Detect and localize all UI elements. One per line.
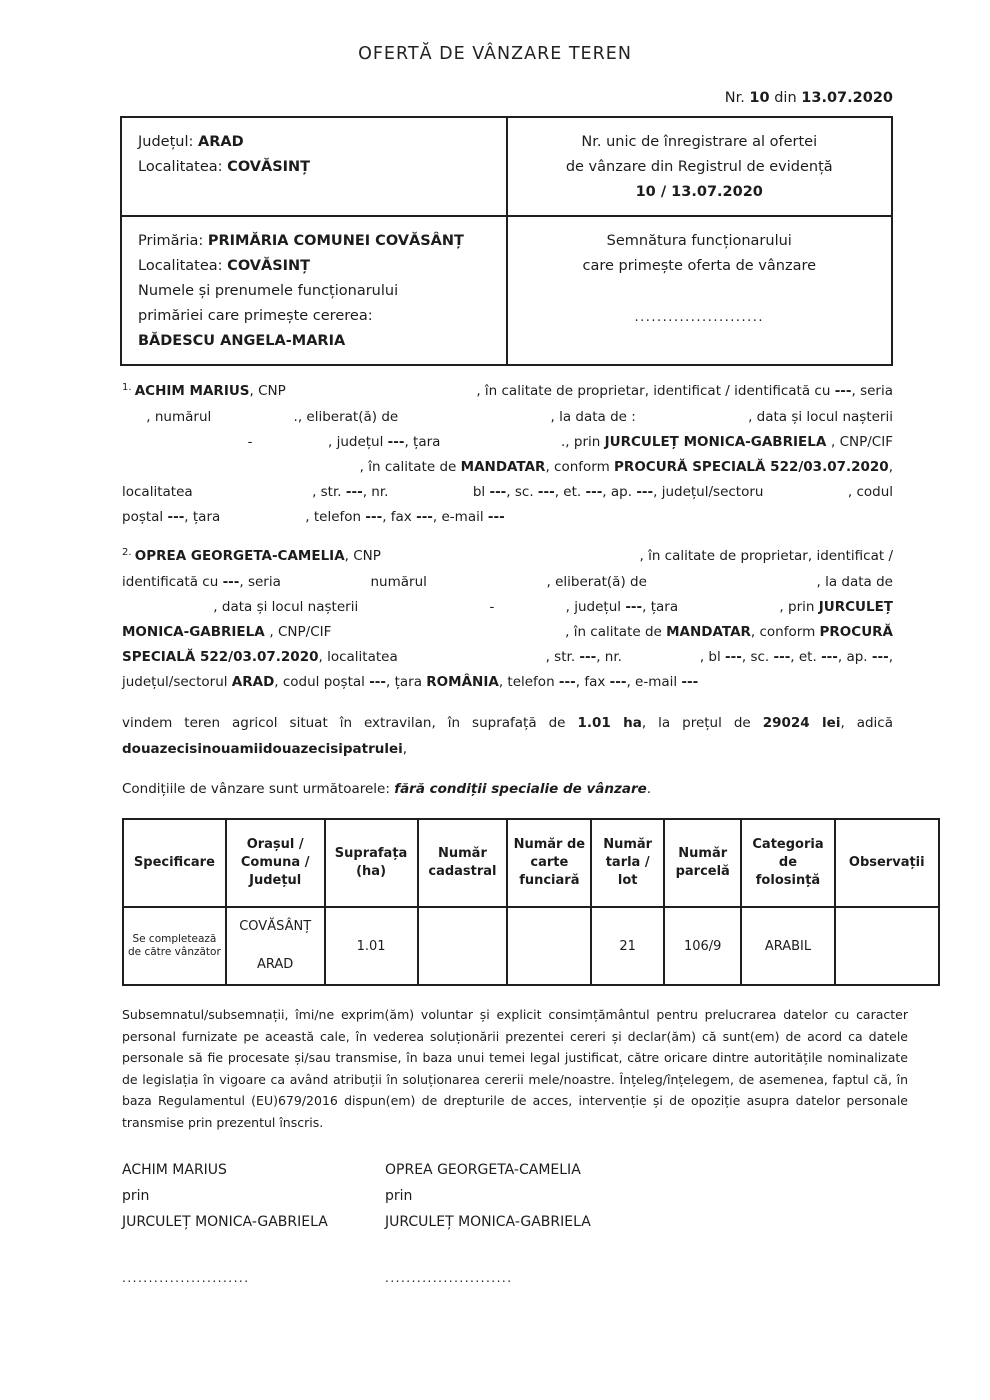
col-numar-cadastral: Număr cadastral <box>418 819 508 907</box>
cell-judet: ARAD <box>257 957 294 972</box>
party2-line2: identificată cu --- , seria numărul , eliberat(ă) de , la data de <box>122 574 893 590</box>
party2-prin: prin <box>385 1188 413 1204</box>
col-observatii: Observații <box>835 819 940 907</box>
col-suprafata: Suprafața (ha) <box>325 819 418 907</box>
registry-number-cell <box>507 117 893 216</box>
official-caption-line1: Numele și prenumele funcționarului <box>138 283 399 299</box>
signature-party2 <box>385 1157 591 1291</box>
header-info-table <box>120 116 893 366</box>
col-tarla-lot: Număr tarla / lot <box>591 819 664 907</box>
party1-line5: localitatea , str. --- , nr. bl --- , sc. --- , et. --- , ap. --- , județul/sectoru , codul <box>122 484 894 500</box>
registry-caption-line2: de vânzare din Registrul de evidență <box>565 159 833 175</box>
sale-statement <box>122 710 893 762</box>
townhall-line: Primăria: PRIMĂRIA COMUNEI COVĂSÂNȚ <box>138 233 464 249</box>
signature-caption-line2: care primește oferta de vânzare <box>582 258 817 274</box>
official-name: BĂDESCU ANGELA-MARIA <box>138 333 346 349</box>
cell-carte-funciara <box>507 907 591 985</box>
cell-suprafata: 1.01 <box>325 907 418 985</box>
county-line: Județul: ARAD <box>138 134 244 150</box>
party1-name: ACHIM MARIUS <box>122 1162 227 1178</box>
party1-line2: , numărul ., eliberat(ă) de , la data de : , data și locul nașterii <box>146 409 893 425</box>
party2-line5: SPECIALĂ 522/03.07.2020 , localitatea , str. --- , nr. , bl --- , sc. --- , et. --- , ap. --- , <box>122 649 893 665</box>
cell-oras: COVĂSÂNȚ <box>239 919 312 934</box>
land-parcels-table <box>122 818 940 986</box>
col-carte-funciara: Număr de carte funciară <box>507 819 591 907</box>
party2-representative: JURCULEȚ MONICA-GABRIELA <box>385 1214 591 1230</box>
gdpr-consent-paragraph: Subsemnatul/subsemnații, îmi/ne exprim(ăm) voluntar și explicit consimțământul pentru prelucrarea datelor cu caracter personal furnizate pe această cale, în vederea soluționării prezentei cereri și declar(ăm) că sunt(em) de acord ca datele personale să fie procesate și/sau transmise, în baza unui temei legal justificat, către oricare dintre autoritățile nominalizate de legislația în vigoare ca având atribuții în soluționarea cererii mele/noastre. Înțeleg/înțelegem, de asemenea, faptul că, în baza Regulamentul (EU)679/2016 dispun(em) de drepturile de acces, intervenție și de opoziție asupra datelor personale transmise prin prezentul înscris. <box>122 1007 908 1130</box>
col-specificare: Specificare <box>123 819 226 907</box>
cell-cadastral <box>418 907 508 985</box>
cell-oras-judet <box>226 907 325 985</box>
land-table-header-row <box>123 819 939 907</box>
cell-specificare: Se completează de către vânzător <box>123 907 226 985</box>
party1-paragraph <box>122 379 893 530</box>
party2-name: OPREA GEORGETA-CAMELIA <box>385 1162 581 1178</box>
sale-line1: vindem teren agricol situat în extravilan, în suprafață de 1.01 ha, la prețul de 29024 lei, adică <box>122 715 894 731</box>
official-signature-cell <box>507 216 893 365</box>
col-parcela: Număr parcelă <box>664 819 742 907</box>
registration-number: Nr. 10 din 13.07.2020 <box>724 90 893 106</box>
party2-line3: , data și locul nașterii - , județul --- , țara , prin JURCULEȚ <box>213 599 894 615</box>
party2-line1: 2. OPREA GEORGETA-CAMELIA , CNP , în calitate de proprietar, identificat / <box>122 547 893 564</box>
cell-parcela: 106/9 <box>664 907 742 985</box>
party2-signature-dots: ........................ <box>385 1271 513 1285</box>
land-table-data-row <box>123 907 939 985</box>
party1-line1: 1. ACHIM MARIUS , CNP , în calitate de proprietar, identificat / identificată cu --- , seria <box>122 382 893 399</box>
sale-line2: douazecisinouamiidouazecisipatrulei, <box>122 741 408 757</box>
townhall-locality-line: Localitatea: COVĂSINȚ <box>138 258 311 274</box>
party1-representative: JURCULEȚ MONICA-GABRIELA <box>122 1214 328 1230</box>
col-oras-comuna-judet: Orașul / Comuna / Județul <box>226 819 325 907</box>
party1-prin: prin <box>122 1188 150 1204</box>
party2-paragraph <box>122 544 893 695</box>
cell-categoria: ARABIL <box>741 907 834 985</box>
col-categoria: Categoria de folosință <box>741 819 834 907</box>
registry-number-value: 10 / 13.07.2020 <box>635 184 763 200</box>
document-title: OFERTĂ DE VÂNZARE TEREN <box>358 44 632 64</box>
cell-tarla: 21 <box>591 907 664 985</box>
party1-signature-dots: ........................ <box>122 1271 250 1285</box>
party1-line6: poștal ---, țara , telefon ---, fax ---, e-mail --- <box>122 509 505 525</box>
sale-conditions: Condițiile de vânzare sunt următoarele: fără condiții specialie de vânzare. <box>122 781 652 797</box>
townhall-cell <box>121 216 507 365</box>
county-locality-cell <box>121 117 507 216</box>
party1-line4: , în calitate de MANDATAR , conform PROCURĂ SPECIALĂ 522/03.07.2020 , <box>359 459 893 475</box>
party2-line6: județul/sectorul ARAD, codul poștal ---, țara ROMÂNIA, telefon ---, fax ---, e-mail --- <box>122 674 699 690</box>
locality-line: Localitatea: COVĂSINȚ <box>138 159 311 175</box>
signatures-section <box>122 1157 990 1291</box>
party2-line4: MONICA-GABRIELA , CNP/CIF , în calitate de MANDATAR , conform PROCURĂ <box>122 624 893 640</box>
signature-caption-line1: Semnătura funcționarului <box>606 233 792 249</box>
registry-caption-line1: Nr. unic de înregistrare al ofertei <box>581 134 818 150</box>
cell-observatii <box>835 907 940 985</box>
official-caption-line2: primăriei care primește cererea: <box>138 308 373 324</box>
party1-line3: - , județul --- , țara ., prin JURCULEȚ MONICA-GABRIELA , CNP/CIF <box>247 434 893 450</box>
official-signature-dots: ....................... <box>634 310 765 325</box>
signature-party1 <box>122 1157 385 1291</box>
